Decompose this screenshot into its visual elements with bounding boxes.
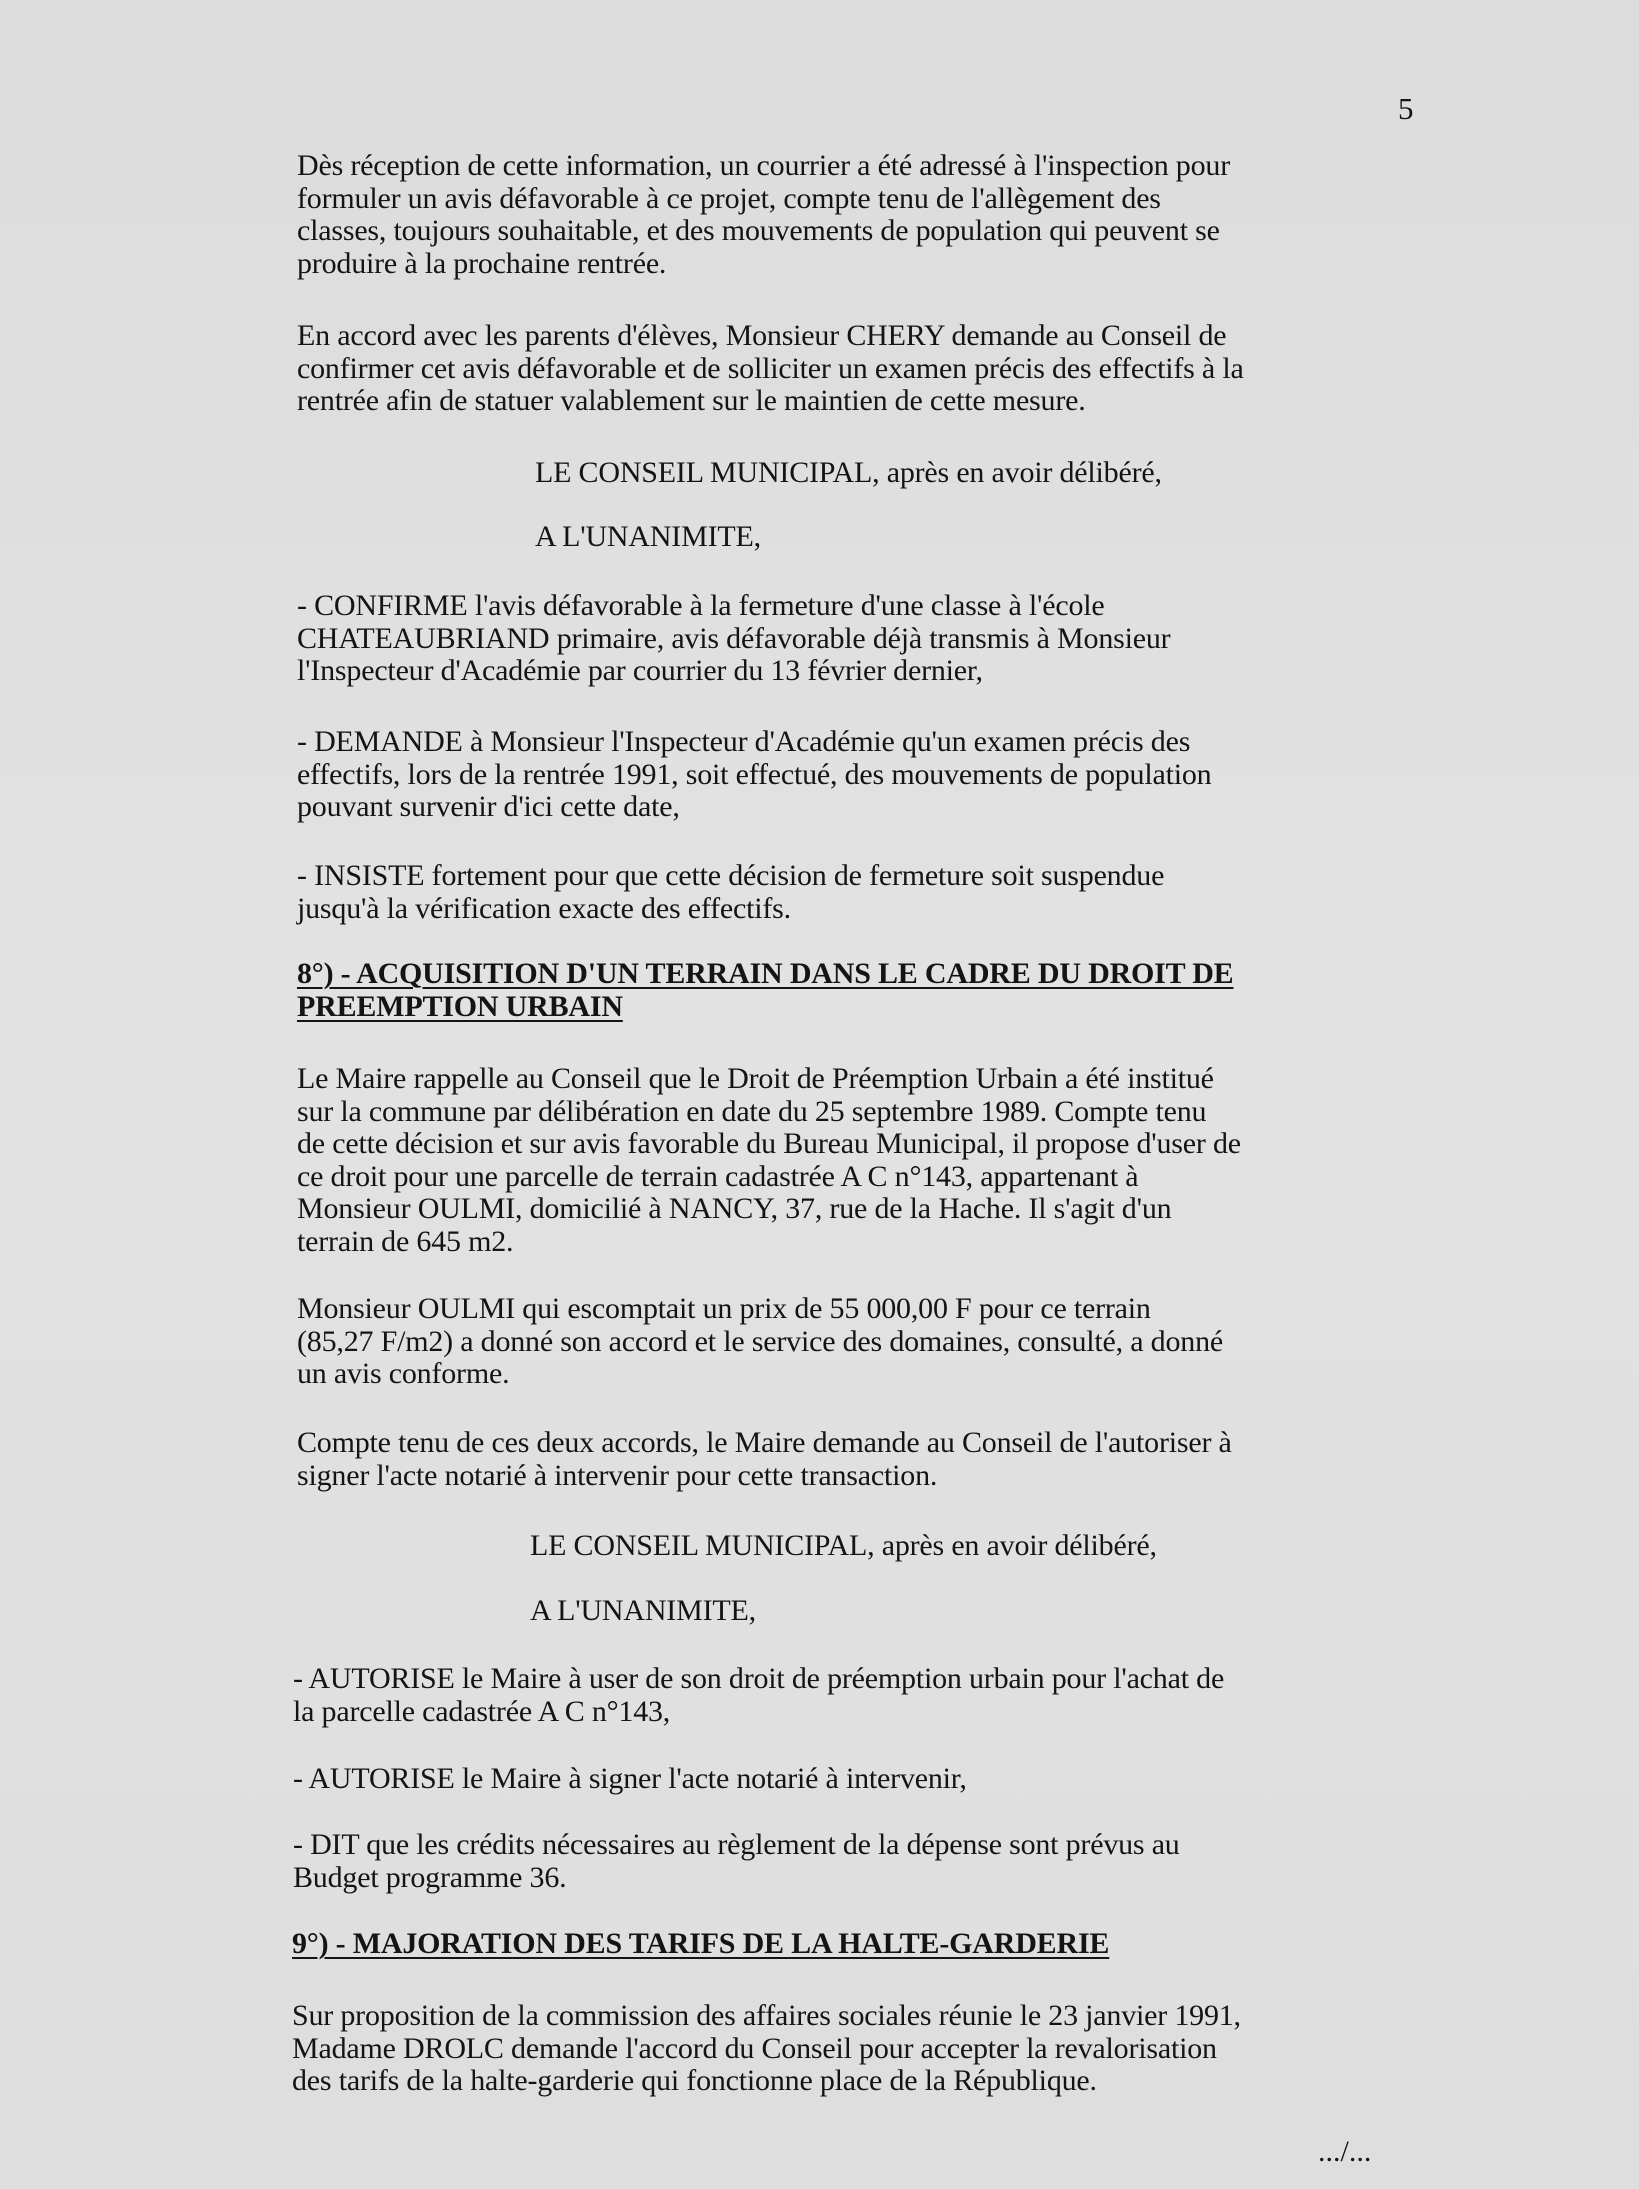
- decision-item-autorise-acte: [293, 1763, 1413, 1796]
- paragraph-authorization-request: [297, 1427, 1417, 1492]
- continuation-mark: .../...: [1318, 2135, 1372, 2168]
- text-line: Monsieur OULMI, domicilié à NANCY, 37, rue de la Hache. Il s'agit d'un: [297, 1192, 1172, 1225]
- text-line: - CONFIRME l'avis défavorable à la fermeture d'une classe à l'école: [297, 589, 1105, 622]
- text-line: Compte tenu de ces deux accords, le Maire demande au Conseil de l'autoriser à: [297, 1426, 1232, 1459]
- text-line: - DIT que les crédits nécessaires au règlement de la dépense sont prévus au: [293, 1828, 1180, 1861]
- text-line: sur la commune par délibération en date du 25 septembre 1989. Compte tenu: [297, 1094, 1207, 1128]
- text-line: classes, toujours souhaitable, et des mouvements de population qui peuvent se: [297, 214, 1220, 247]
- paragraph-price: [297, 1293, 1417, 1391]
- decision-item-dit: [293, 1829, 1413, 1894]
- text-line: (85,27 F/m2) a donné son accord et le service des domaines, consulté, a donné: [297, 1324, 1223, 1358]
- text-line: - INSISTE fortement pour que cette décision de fermeture soit suspendue: [297, 859, 1165, 892]
- paragraph-chery-request: [297, 320, 1417, 418]
- text-line: l'Inspecteur d'Académie par courrier du 13 février dernier,: [297, 654, 983, 687]
- unanimity-1: [535, 521, 1639, 554]
- text-line: la parcelle cadastrée A C n°143,: [293, 1694, 671, 1728]
- text-line: Monsieur OULMI qui escomptait un prix de 55 000,00 F pour ce terrain: [297, 1292, 1151, 1325]
- page-number: 5: [1398, 91, 1414, 126]
- decision-item-autorise-preemption: [293, 1663, 1413, 1728]
- decision-item-confirme: [297, 590, 1417, 688]
- text-line: confirmer cet avis défavorable et de solliciter un examen précis des effectifs à la: [297, 351, 1244, 385]
- text-line: signer l'acte notarié à intervenir pour cette transaction.: [297, 1458, 938, 1492]
- section-heading-8: [297, 958, 1417, 1023]
- paragraph-preemption: [297, 1063, 1417, 1258]
- text-line: - AUTORISE le Maire à user de son droit de préemption urbain pour l'achat de: [293, 1662, 1225, 1695]
- text-line: Madame DROLC demande l'accord du Conseil pour accepter la revalorisation: [292, 2031, 1217, 2065]
- decision-item-demande: [297, 726, 1417, 824]
- text-line: LE CONSEIL MUNICIPAL, après en avoir délibéré,: [535, 456, 1162, 489]
- text-line: pouvant survenir d'ici cette date,: [297, 790, 680, 823]
- text-line: ce droit pour une parcelle de terrain cadastrée A C n°143, appartenant à: [297, 1159, 1139, 1193]
- paragraph-school-info: [297, 150, 1417, 280]
- text-line: CHATEAUBRIAND primaire, avis défavorable déjà transmis à Monsieur: [297, 621, 1171, 655]
- paragraph-halte-garderie: [292, 2000, 1412, 2098]
- heading-line: 9°) - MAJORATION DES TARIFS DE LA HALTE-GARDERIE: [292, 1927, 1110, 1960]
- text-line: rentrée afin de statuer valablement sur le maintien de cette mesure.: [297, 384, 1086, 417]
- section-heading-9: [292, 1928, 1412, 1961]
- council-deliberation-1: [535, 457, 1639, 490]
- text-line: de cette décision et sur avis favorable du Bureau Municipal, il propose d'user de: [297, 1127, 1241, 1160]
- text-line: Dès réception de cette information, un courrier a été adressé à l'inspection pour: [297, 149, 1230, 182]
- text-line: - DEMANDE à Monsieur l'Inspecteur d'Académie qu'un examen précis des: [297, 725, 1191, 758]
- text-line: jusqu'à la vérification exacte des effectifs.: [297, 891, 791, 925]
- text-line: A L'UNANIMITE,: [535, 520, 761, 553]
- text-line: des tarifs de la halte-garderie qui fonctionne place de la République.: [292, 2064, 1097, 2097]
- text-line: un avis conforme.: [297, 1357, 510, 1390]
- heading-line: 8°) - ACQUISITION D'UN TERRAIN DANS LE CADRE DU DROIT DE: [297, 957, 1234, 990]
- text-line: effectifs, lors de la rentrée 1991, soit effectué, des mouvements de population: [297, 757, 1212, 791]
- text-line: - AUTORISE le Maire à signer l'acte notarié à intervenir,: [293, 1762, 967, 1795]
- text-line: A L'UNANIMITE,: [530, 1594, 756, 1627]
- text-line: terrain de 645 m2.: [297, 1224, 514, 1258]
- decision-item-insiste: [297, 860, 1417, 925]
- text-line: LE CONSEIL MUNICIPAL, après en avoir délibéré,: [530, 1529, 1157, 1562]
- text-line: Le Maire rappelle au Conseil que le Droit de Préemption Urbain a été institué: [297, 1062, 1214, 1095]
- text-line: En accord avec les parents d'élèves, Monsieur CHERY demande au Conseil de: [297, 319, 1227, 352]
- heading-line: PREEMPTION URBAIN: [297, 989, 623, 1023]
- council-deliberation-2: [530, 1530, 1639, 1563]
- text-line: produire à la prochaine rentrée.: [297, 246, 667, 280]
- text-line: formuler un avis défavorable à ce projet, compte tenu de l'allègement des: [297, 181, 1161, 215]
- text-line: Sur proposition de la commission des affaires sociales réunie le 23 janvier 1991,: [292, 1999, 1241, 2032]
- unanimity-2: [530, 1595, 1639, 1628]
- text-line: Budget programme 36.: [293, 1860, 567, 1894]
